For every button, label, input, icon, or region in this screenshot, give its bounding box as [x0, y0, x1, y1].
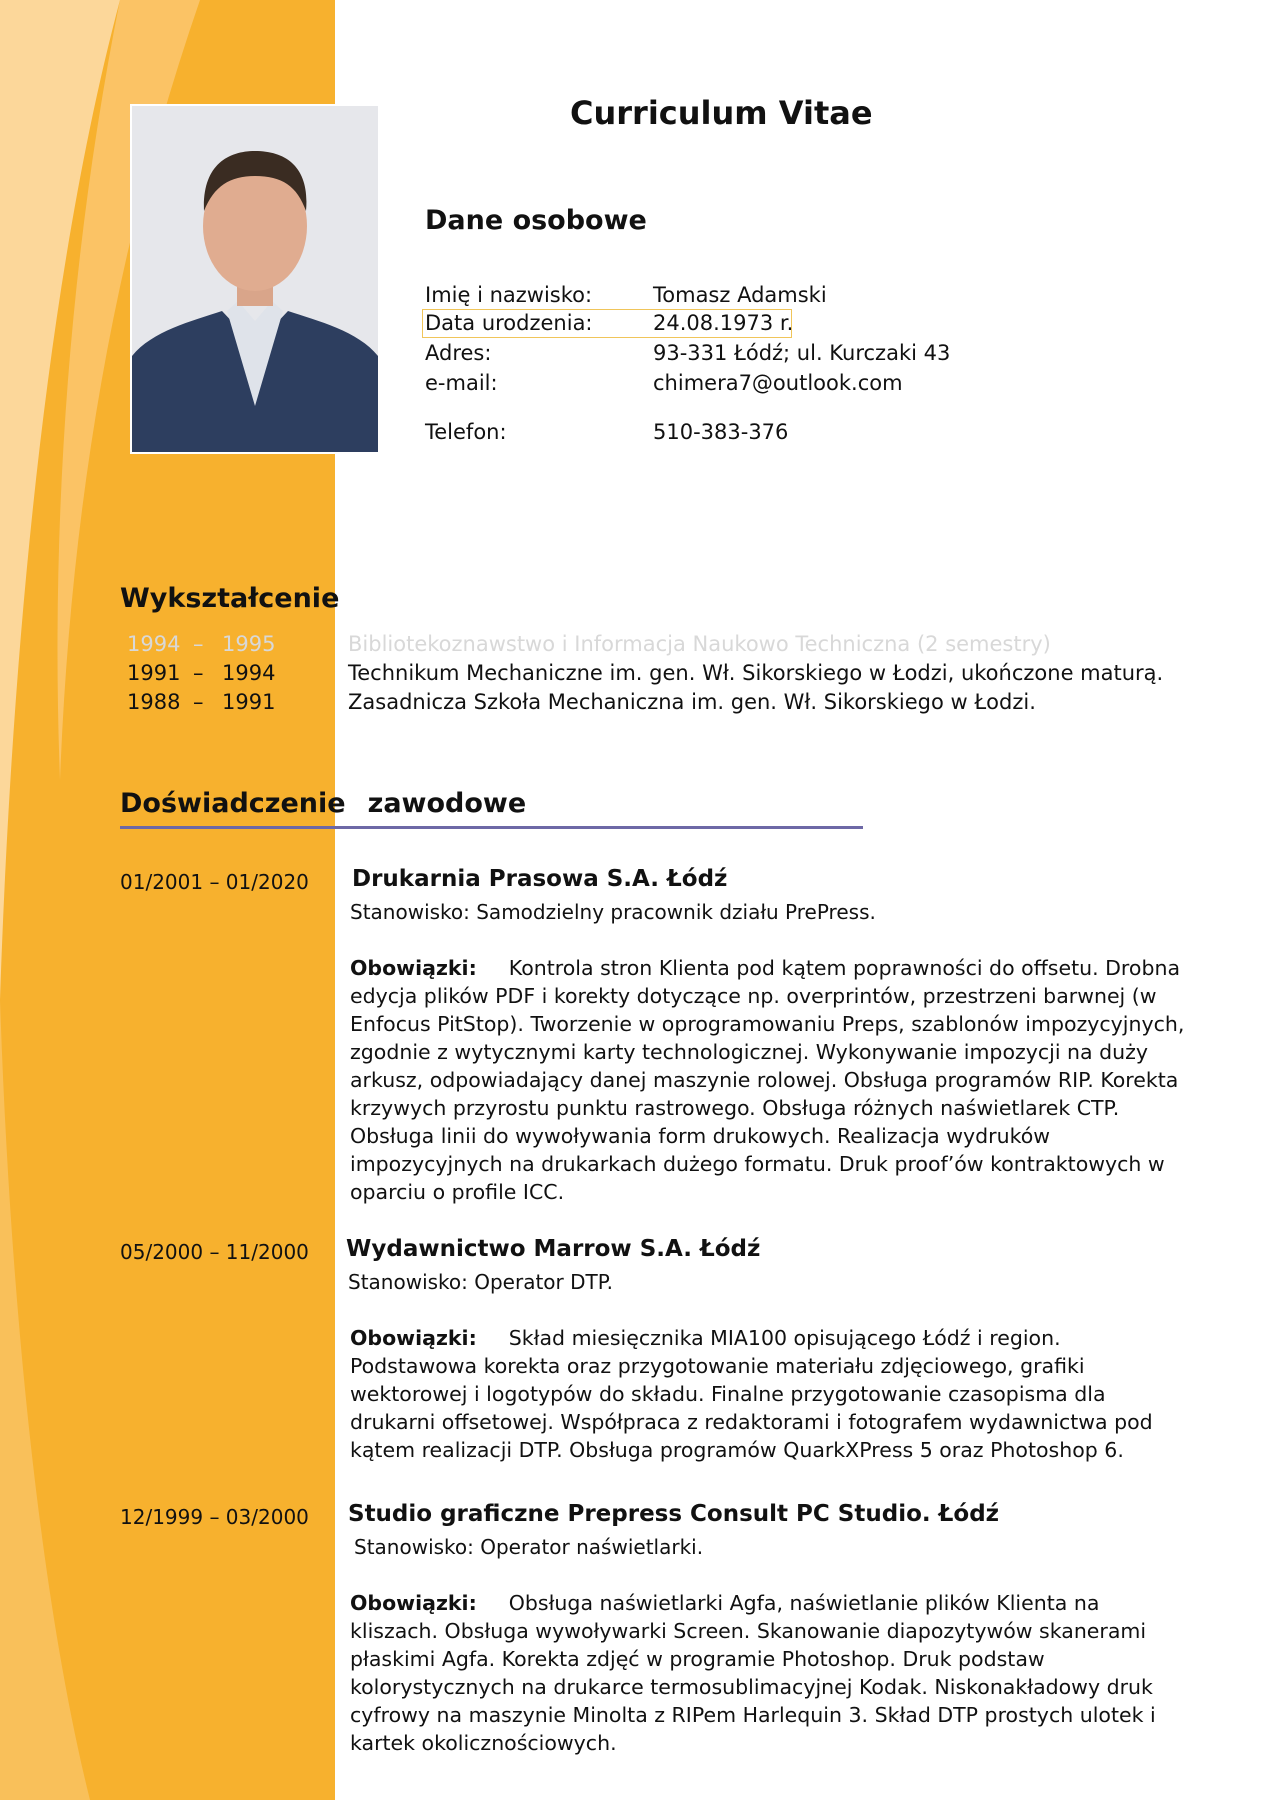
experience-heading-b: zawodowe	[367, 788, 527, 819]
duties-text: Obsługa naświetlarki Agfa, naświetlanie plików Klienta na kliszach. Obsługa wywoływarki Screen. Skanowanie diapozytywów skanerami płaskimi Agfa. Korekta zdjęć w programie Photoshop. Druk podstaw kolorystycznych na drukarce termosublimacyjnej Kodak. Niskonakładowy druk cyfrowy na maszynie Minolta z RIPem Harlequin 3. Skład DTP prostych ulotek i kartek okolicznościowych.	[350, 1591, 1156, 1755]
education-year-to: 1994	[222, 661, 276, 685]
personal-heading: Dane osobowe	[425, 205, 647, 236]
duties-label: Obowiązki:	[350, 956, 477, 980]
education-desc: Bibliotekoznawstwo i Informacja Naukowo Techniczna (2 semestry)	[348, 632, 1051, 656]
page-title: Curriculum Vitae	[570, 94, 873, 132]
education-year-dash: –	[193, 690, 204, 714]
duties-text: Kontrola stron Klienta pod kątem poprawności do offsetu. Drobna edycja plików PDF i korekty dotyczące np. overprintów, przestrzeni barwnej (w Enfocus PitStop). Tworzenie w oprogramowaniu Preps, szablonów impozycyjnych, zgodnie z wytycznymi karty technologicznej. Wykonywanie impozycji na duży arkusz, odpowiadający danej maszynie rolowej. Obsługa programów RIP. Korekta krzywych przyrostu punktu rastrowego. Obsługa różnych naświetlarek CTP. Obsługa linii do wywoływania form drukowych. Realizacja wydruków impozycyjnych na drukarkach dużego formatu. Druk proof’ów kontraktowych w oparciu o profile ICC.	[350, 956, 1185, 1204]
education-year-from: 1988	[127, 690, 181, 714]
experience-heading	[120, 788, 526, 819]
address-value: 93-331 Łódź; ul. Kurczaki 43	[653, 341, 951, 365]
job-company: Studio graficzne Prepress Consult PC Studio. Łódź	[348, 1501, 1000, 1527]
education-desc: Technikum Mechaniczne im. gen. Wł. Sikorskiego w Łodzi, ukończone maturą.	[348, 661, 1164, 685]
education-year-dash: –	[193, 661, 204, 685]
education-year-dash: –	[193, 632, 204, 656]
phone-label: Telefon:	[425, 420, 507, 444]
address-label: Adres:	[425, 341, 492, 365]
duties-text: Skład miesięcznika MIA100 opisującego Łódź i region. Podstawowa korekta oraz przygotowanie materiału zdjęciowego, grafiki wektorowej i logotypów do składu. Finalne przygotowanie czasopisma dla drukarni offsetowej. Współpraca z redaktorami i fotografem wydawnictwa pod kątem realizacji DTP. Obsługa programów QuarkXPress 5 oraz Photoshop 6.	[350, 1326, 1153, 1462]
education-year-to: 1995	[222, 632, 276, 656]
duties-label: Obowiązki:	[350, 1326, 477, 1350]
duties-label: Obowiązki:	[350, 1591, 477, 1615]
education-year-from: 1991	[127, 661, 181, 685]
education-desc: Zasadnicza Szkoła Mechaniczna im. gen. Wł. Sikorskiego w Łodzi.	[348, 690, 1036, 714]
job-duties	[350, 954, 1190, 1206]
phone-value: 510-383-376	[653, 420, 789, 444]
job-period: 12/1999 – 03/2000	[120, 1505, 309, 1529]
profile-photo	[130, 104, 380, 454]
job-duties	[350, 1589, 1190, 1757]
job-period: 01/2001 – 01/2020	[120, 870, 309, 894]
education-year-from: 1994	[127, 632, 181, 656]
education-heading: Wykształcenie	[120, 583, 340, 614]
name-value: Tomasz Adamski	[653, 283, 827, 307]
job-duties	[350, 1324, 1190, 1464]
experience-heading-a: Doświadczenie	[120, 788, 346, 819]
job-period: 05/2000 – 11/2000	[120, 1240, 309, 1264]
name-label: Imię i nazwisko:	[425, 283, 593, 307]
email-label: e-mail:	[425, 371, 498, 395]
job-position: Stanowisko: Samodzielny pracownik działu PrePress.	[350, 900, 876, 924]
job-company: Wydawnictwo Marrow S.A. Łódź	[346, 1236, 761, 1262]
education-year-to: 1991	[222, 690, 276, 714]
job-company: Drukarnia Prasowa S.A. Łódź	[352, 866, 728, 892]
birthdate-value: 24.08.1973 r.	[653, 311, 794, 335]
section-divider	[120, 826, 863, 829]
job-position: Stanowisko: Operator DTP.	[348, 1270, 614, 1294]
email-value: chimera7@outlook.com	[653, 371, 903, 395]
birthdate-label: Data urodzenia:	[425, 311, 593, 335]
job-position: Stanowisko: Operator naświetlarki.	[354, 1535, 704, 1559]
